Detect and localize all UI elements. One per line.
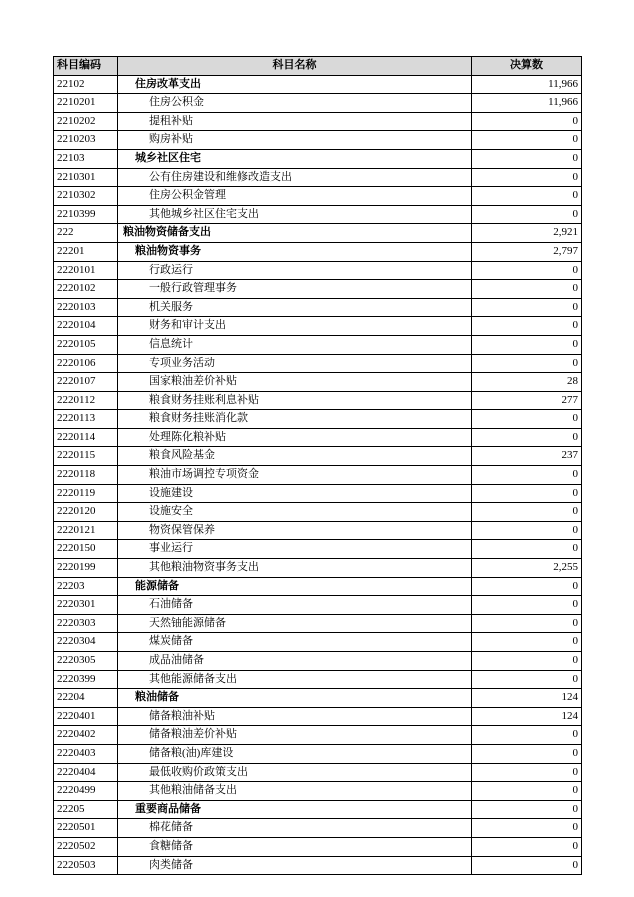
final-amount-cell: 0 — [472, 187, 582, 206]
final-amount-cell: 0 — [472, 131, 582, 150]
subject-code-cell: 2220501 — [54, 819, 118, 838]
final-amount-cell: 0 — [472, 521, 582, 540]
final-amount-cell: 0 — [472, 168, 582, 187]
final-amount-cell: 0 — [472, 856, 582, 875]
subject-code-cell: 2220120 — [54, 503, 118, 522]
subject-code-cell: 2220301 — [54, 596, 118, 615]
table-row — [54, 447, 582, 466]
subject-code-cell: 2220113 — [54, 410, 118, 429]
subject-code-cell: 2220118 — [54, 466, 118, 485]
final-amount-cell: 0 — [472, 670, 582, 689]
table-row — [54, 317, 582, 336]
final-amount-cell: 0 — [472, 484, 582, 503]
subject-code-cell: 22203 — [54, 577, 118, 596]
subject-code-cell: 2220503 — [54, 856, 118, 875]
subject-code-cell: 2220112 — [54, 391, 118, 410]
subject-name-cell: 储备粮(油)库建设 — [118, 744, 472, 763]
subject-name-cell: 机关服务 — [118, 298, 472, 317]
final-amount-cell: 11,966 — [472, 75, 582, 94]
final-amount-cell: 124 — [472, 689, 582, 708]
subject-code-cell: 2220499 — [54, 782, 118, 801]
header-name: 科目名称 — [118, 57, 472, 76]
subject-code-cell: 22205 — [54, 800, 118, 819]
final-amount-cell: 0 — [472, 726, 582, 745]
subject-name-cell: 提租补贴 — [118, 112, 472, 131]
subject-name-cell: 设施建设 — [118, 484, 472, 503]
table-row — [54, 744, 582, 763]
final-amount-cell: 0 — [472, 837, 582, 856]
subject-code-cell: 22201 — [54, 242, 118, 261]
subject-code-cell: 2220404 — [54, 763, 118, 782]
final-amount-cell: 0 — [472, 317, 582, 336]
table-row — [54, 242, 582, 261]
subject-code-cell: 2220103 — [54, 298, 118, 317]
final-amount-cell: 0 — [472, 149, 582, 168]
subject-name-cell: 石油储备 — [118, 596, 472, 615]
table-row — [54, 689, 582, 708]
subject-code-cell: 2210201 — [54, 94, 118, 113]
subject-code-cell: 2220502 — [54, 837, 118, 856]
subject-code-cell: 2220114 — [54, 428, 118, 447]
subject-code-cell: 2220399 — [54, 670, 118, 689]
subject-code-cell: 2220304 — [54, 633, 118, 652]
table-row — [54, 280, 582, 299]
subject-name-cell: 公有住房建设和维修改造支出 — [118, 168, 472, 187]
subject-name-cell: 煤炭储备 — [118, 633, 472, 652]
final-amount-cell: 2,797 — [472, 242, 582, 261]
table-row — [54, 298, 582, 317]
final-amount-cell: 0 — [472, 763, 582, 782]
subject-name-cell: 国家粮油差价补贴 — [118, 373, 472, 392]
subject-code-cell: 2210399 — [54, 205, 118, 224]
subject-code-cell: 2220303 — [54, 614, 118, 633]
subject-code-cell: 2210301 — [54, 168, 118, 187]
table-row — [54, 224, 582, 243]
table-row — [54, 763, 582, 782]
table-row — [54, 428, 582, 447]
table-header — [54, 57, 582, 76]
table-row — [54, 149, 582, 168]
subject-name-cell: 住房公积金管理 — [118, 187, 472, 206]
table-row — [54, 484, 582, 503]
table-row — [54, 466, 582, 485]
subject-code-cell: 2220115 — [54, 447, 118, 466]
final-amount-cell: 0 — [472, 298, 582, 317]
subject-code-cell: 2210202 — [54, 112, 118, 131]
table-row — [54, 856, 582, 875]
table-row — [54, 800, 582, 819]
final-amount-cell: 277 — [472, 391, 582, 410]
subject-code-cell: 222 — [54, 224, 118, 243]
subject-name-cell: 能源储备 — [118, 577, 472, 596]
table-row — [54, 94, 582, 113]
subject-code-cell: 2220119 — [54, 484, 118, 503]
table-row — [54, 503, 582, 522]
final-amount-cell: 0 — [472, 205, 582, 224]
subject-code-cell: 2220101 — [54, 261, 118, 280]
subject-name-cell: 粮油市场调控专项资金 — [118, 466, 472, 485]
subject-name-cell: 粮油储备 — [118, 689, 472, 708]
table-row — [54, 782, 582, 801]
table-row — [54, 335, 582, 354]
subject-name-cell: 粮食财务挂账利息补贴 — [118, 391, 472, 410]
final-amount-cell: 0 — [472, 744, 582, 763]
table-row — [54, 521, 582, 540]
subject-name-cell: 粮食财务挂账消化款 — [118, 410, 472, 429]
final-amount-cell: 0 — [472, 540, 582, 559]
subject-code-cell: 2220150 — [54, 540, 118, 559]
table-body — [54, 75, 582, 875]
final-amount-cell: 0 — [472, 596, 582, 615]
subject-name-cell: 购房补贴 — [118, 131, 472, 150]
final-amount-cell: 2,255 — [472, 559, 582, 578]
final-amount-cell: 0 — [472, 819, 582, 838]
final-amount-cell: 0 — [472, 410, 582, 429]
subject-name-cell: 储备粮油差价补贴 — [118, 726, 472, 745]
table-row — [54, 652, 582, 671]
subject-code-cell: 2220121 — [54, 521, 118, 540]
table-row — [54, 707, 582, 726]
final-amount-cell: 0 — [472, 354, 582, 373]
subject-name-cell: 其他能源储备支出 — [118, 670, 472, 689]
final-amount-cell: 0 — [472, 577, 582, 596]
table-row — [54, 410, 582, 429]
subject-name-cell: 专项业务活动 — [118, 354, 472, 373]
final-amount-cell: 28 — [472, 373, 582, 392]
subject-code-cell: 2220102 — [54, 280, 118, 299]
subject-code-cell: 2210203 — [54, 131, 118, 150]
subject-name-cell: 其他粮油物资事务支出 — [118, 559, 472, 578]
subject-code-cell: 2220199 — [54, 559, 118, 578]
subject-name-cell: 财务和审计支出 — [118, 317, 472, 336]
subject-code-cell: 2210302 — [54, 187, 118, 206]
table-row — [54, 837, 582, 856]
subject-name-cell: 处理陈化粮补贴 — [118, 428, 472, 447]
header-row — [54, 57, 582, 76]
subject-name-cell: 食糖储备 — [118, 837, 472, 856]
subject-code-cell: 22102 — [54, 75, 118, 94]
subject-code-cell: 22103 — [54, 149, 118, 168]
table-row — [54, 559, 582, 578]
subject-name-cell: 城乡社区住宅 — [118, 149, 472, 168]
subject-code-cell: 2220104 — [54, 317, 118, 336]
subject-code-cell: 2220403 — [54, 744, 118, 763]
subject-name-cell: 棉花储备 — [118, 819, 472, 838]
subject-name-cell: 储备粮油补贴 — [118, 707, 472, 726]
budget-sheet — [53, 56, 581, 875]
subject-name-cell: 成品油储备 — [118, 652, 472, 671]
subject-name-cell: 其他粮油储备支出 — [118, 782, 472, 801]
table-row — [54, 819, 582, 838]
subject-code-cell: 2220401 — [54, 707, 118, 726]
subject-name-cell: 住房改革支出 — [118, 75, 472, 94]
subject-name-cell: 住房公积金 — [118, 94, 472, 113]
table-row — [54, 614, 582, 633]
subject-code-cell: 2220105 — [54, 335, 118, 354]
final-amount-cell: 0 — [472, 261, 582, 280]
subject-name-cell: 重要商品储备 — [118, 800, 472, 819]
budget-table — [53, 56, 582, 875]
subject-name-cell: 物资保管保养 — [118, 521, 472, 540]
table-row — [54, 354, 582, 373]
table-row — [54, 75, 582, 94]
subject-code-cell: 2220305 — [54, 652, 118, 671]
final-amount-cell: 0 — [472, 633, 582, 652]
subject-code-cell: 2220402 — [54, 726, 118, 745]
final-amount-cell: 0 — [472, 112, 582, 131]
subject-name-cell: 肉类储备 — [118, 856, 472, 875]
final-amount-cell: 237 — [472, 447, 582, 466]
subject-name-cell: 设施安全 — [118, 503, 472, 522]
table-row — [54, 596, 582, 615]
header-code: 科目编码 — [54, 57, 118, 76]
table-row — [54, 112, 582, 131]
final-amount-cell: 0 — [472, 503, 582, 522]
final-amount-cell: 0 — [472, 280, 582, 299]
subject-name-cell: 天然铀能源储备 — [118, 614, 472, 633]
table-row — [54, 187, 582, 206]
subject-name-cell: 粮油物资事务 — [118, 242, 472, 261]
final-amount-cell: 0 — [472, 428, 582, 447]
final-amount-cell: 0 — [472, 614, 582, 633]
subject-name-cell: 一般行政管理事务 — [118, 280, 472, 299]
final-amount-cell: 0 — [472, 335, 582, 354]
table-row — [54, 540, 582, 559]
subject-name-cell: 其他城乡社区住宅支出 — [118, 205, 472, 224]
subject-name-cell: 事业运行 — [118, 540, 472, 559]
header-value: 决算数 — [472, 57, 582, 76]
subject-name-cell: 信息统计 — [118, 335, 472, 354]
final-amount-cell: 0 — [472, 466, 582, 485]
table-row — [54, 726, 582, 745]
table-row — [54, 577, 582, 596]
subject-name-cell: 粮食风险基金 — [118, 447, 472, 466]
table-row — [54, 131, 582, 150]
subject-code-cell: 2220107 — [54, 373, 118, 392]
final-amount-cell: 0 — [472, 782, 582, 801]
final-amount-cell: 11,966 — [472, 94, 582, 113]
subject-name-cell: 行政运行 — [118, 261, 472, 280]
table-row — [54, 168, 582, 187]
table-row — [54, 261, 582, 280]
final-amount-cell: 0 — [472, 800, 582, 819]
table-row — [54, 391, 582, 410]
table-row — [54, 670, 582, 689]
subject-code-cell: 2220106 — [54, 354, 118, 373]
table-row — [54, 633, 582, 652]
table-row — [54, 205, 582, 224]
subject-code-cell: 22204 — [54, 689, 118, 708]
subject-name-cell: 最低收购价政策支出 — [118, 763, 472, 782]
final-amount-cell: 124 — [472, 707, 582, 726]
table-row — [54, 373, 582, 392]
final-amount-cell: 2,921 — [472, 224, 582, 243]
final-amount-cell: 0 — [472, 652, 582, 671]
subject-name-cell: 粮油物资储备支出 — [118, 224, 472, 243]
